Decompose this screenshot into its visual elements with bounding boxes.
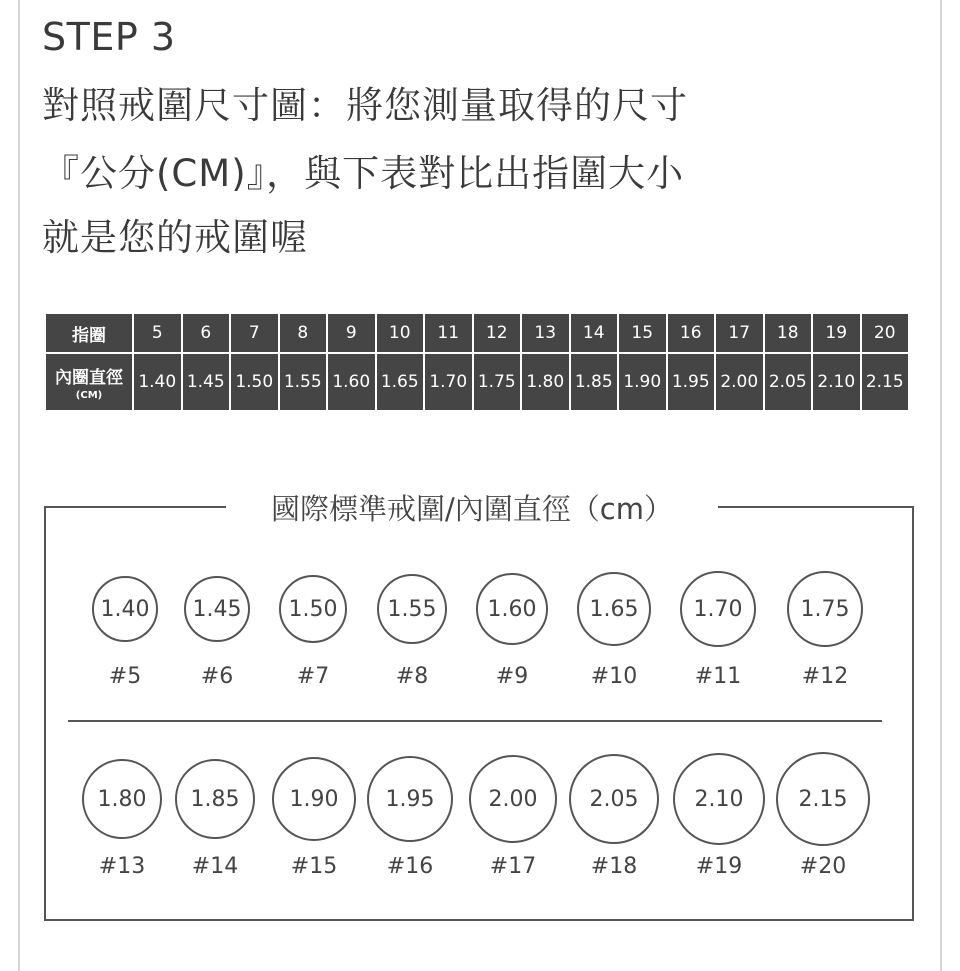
table-cell-diameter: 1.65 [376,353,425,411]
table-cell-ring-size: 14 [570,313,619,353]
ring-size-label: #17 [489,854,537,879]
reference-chart-title: 國際標準戒圍/內圍直徑（cm） [271,492,673,526]
left-border-line [18,0,20,971]
table-cell-diameter: 1.80 [521,353,570,411]
table-cell-diameter: 2.05 [764,353,813,411]
ring-size-label: #20 [799,854,847,879]
table-cell-ring-size: 17 [715,313,764,353]
ring-size-circle: 1.65 [577,572,651,646]
ring-size-circle: 1.45 [184,576,250,642]
table-cell-ring-size: 13 [521,313,570,353]
ring-size-label: #19 [695,854,743,879]
table-header-ring-size [45,313,133,353]
table-cell-diameter: 1.85 [570,353,619,411]
table-header-ring-size-label: 指圈 [72,325,106,346]
ring-size-label: #11 [694,664,742,689]
ring-size-circle: 1.70 [680,571,756,647]
ring-size-label: #10 [590,664,638,689]
table-cell-ring-size: 12 [473,313,522,353]
instruction-line-2: 『公分(CM)』，與下表對比出指圍大小 [42,152,685,195]
ring-size-label: #12 [801,664,849,689]
ring-size-label: #5 [108,664,142,689]
table-cell-ring-size: 10 [376,313,425,353]
table-cell-ring-size: 15 [618,313,667,353]
table-cell-ring-size: 7 [230,313,279,353]
table-cell-ring-size: 19 [812,313,861,353]
table-cell-diameter: 1.90 [618,353,667,411]
ring-size-label: #8 [395,664,429,689]
table-header-unit: (CM) [75,389,103,401]
table-cell-ring-size: 20 [861,313,910,353]
ring-size-label: #6 [200,664,234,689]
ring-size-circle: 1.50 [279,575,347,643]
right-border-line [940,0,942,971]
ring-size-circle: 1.80 [82,759,162,839]
ring-size-circle: 1.40 [92,576,158,642]
table-cell-ring-size: 5 [133,313,182,353]
ring-size-label: #18 [590,854,638,879]
ring-size-label: #16 [386,854,434,879]
ring-size-circle: 2.15 [776,752,870,846]
table-cell-diameter: 1.60 [327,353,376,411]
table-cell-ring-size: 9 [327,313,376,353]
ring-size-circle: 2.10 [673,753,765,845]
ring-size-label: #15 [290,854,338,879]
ring-size-circle: 1.75 [787,571,863,647]
table-header-inner-diameter-label: 內圈直徑 [55,367,123,388]
table-cell-diameter: 1.70 [424,353,473,411]
table-cell-diameter: 1.40 [133,353,182,411]
ring-size-label: #13 [98,854,146,879]
table-cell-diameter: 1.55 [279,353,328,411]
ring-size-circle: 2.00 [469,755,557,843]
ring-size-circle: 2.05 [569,754,659,844]
table-cell-diameter: 1.95 [667,353,716,411]
ring-size-circle: 1.55 [377,574,447,644]
ring-size-circle: 1.60 [476,573,548,645]
table-cell-diameter: 2.10 [812,353,861,411]
step-title: STEP 3 [42,15,176,59]
reference-row-divider [68,720,882,722]
instruction-line-3: 就是您的戒圍喔 [42,216,308,259]
ring-size-circle: 1.90 [272,757,356,841]
table-cell-ring-size: 16 [667,313,716,353]
table-header-inner-diameter [45,353,133,411]
table-cell-ring-size: 18 [764,313,813,353]
ring-size-label: #9 [495,664,529,689]
table-cell-ring-size: 6 [182,313,231,353]
instruction-line-1: 對照戒圍尺寸圖：將您測量取得的尺寸 [42,84,688,127]
table-cell-ring-size: 8 [279,313,328,353]
table-cell-diameter: 1.75 [473,353,522,411]
table-cell-ring-size: 11 [424,313,473,353]
ring-size-table [45,313,909,411]
table-cell-diameter: 1.50 [230,353,279,411]
ring-size-circle: 1.95 [367,756,453,842]
table-cell-diameter: 1.45 [182,353,231,411]
ring-size-circle: 1.85 [175,759,255,839]
ring-size-label: #7 [296,664,330,689]
ring-size-label: #14 [191,854,239,879]
table-cell-diameter: 2.00 [715,353,764,411]
table-cell-diameter: 2.15 [861,353,910,411]
